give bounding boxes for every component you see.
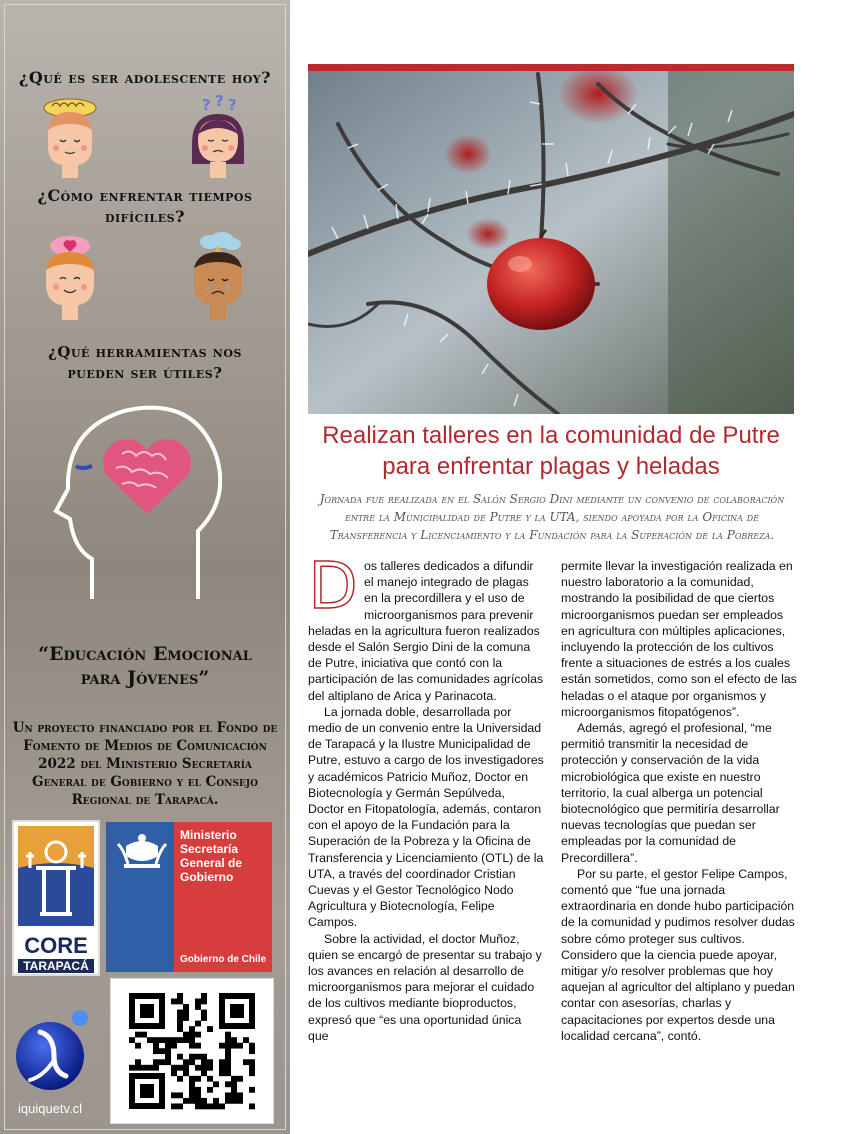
svg-text:?: ? (202, 96, 211, 114)
paragraph: os talleres dedicados a difundir el manejo integrado de plagas en la precordillera y el uso de microorganismos para prevenir heladas en la agricultura fueron realizados desde el Salón Sergio Dini de la comuna de Putre, iniciativa que contó con la participación de las comunidades agrícolas del altiplano de Arica y Parinacota. (308, 559, 544, 703)
qr-code-icon (111, 979, 273, 1123)
thinking-face-icon (38, 94, 102, 178)
question-adolescence: ¿Qué es ser adolescente hoy? (18, 68, 272, 87)
funding-statement: Un proyecto financiado por el Fondo de Fomento de Medios de Comunicación 2022 del Ministerio Secretaría General de Gobierno y el Consejo Regional de Tarapacá. (12, 720, 278, 808)
sidebar-ad (0, 0, 290, 1134)
campaign-title: “Educación Emocional para Jóvenes” (38, 643, 252, 689)
sad-storm-face-icon (186, 232, 250, 320)
question-hard-times: ¿Cómo enfrentar tiempos difíciles? (37, 186, 253, 226)
article-headline: Realizan talleres en la comunidad de Putre para enfrentar plagas y heladas (322, 422, 780, 480)
paragraph: permite llevar la investigación realizada en nuestro laboratorio a la comunidad, mostrando la posibilidad de que ciertos microorganismos puedan ser empleados en agricultura con múltiples aplicaciones, incluyendo la protección de los cultivos frente a situaciones de estrés a los cuales están sometidos, como son el efecto de las heladas o el ataque por organismos y microorganismos fitopatógenos”. (561, 559, 797, 719)
ministry-logo (106, 822, 272, 972)
article-column-2 (561, 558, 797, 1044)
heart-brain-head-icon (52, 394, 222, 604)
question-tools: ¿Qué herramientas nos pueden ser útiles? (48, 343, 242, 382)
drop-cap: D (308, 550, 358, 624)
love-face-icon (38, 232, 102, 320)
ministry-footer: Gobierno de Chile (180, 954, 267, 965)
site-url: iquiquetv.cl (18, 1101, 83, 1116)
paragraph: La jornada doble, desarrollada por medio de un convenio entre la Universidad de Tarapacá y la Ilustre Municipalidad de Putre, estuvo a cargo de los investigadores y académicos Patricio Muñoz, Doctor en Biotecnología y Germán Sepúlveda, Doctor en Fitopatología, además, contaron con el apoyo de la Fundación para la Superación de la Pobreza y la Oficina de Transferencia y Licenciamiento (OTL) de la UTA, a través del coordinador Cristian Cuevas y el Gestor Tecnológico Nodo Agricultura y Biotecnología, Felipe Campos. (308, 704, 544, 930)
svg-text:?: ? (215, 94, 224, 110)
article-column-1 (308, 550, 544, 1044)
paragraph: Además, agregó el profesional, “me permitió transmitir la necesidad de protección y conservación de la vida microbiológica que existe en nuestro territorio, la cual alberga un potencial biotecnológico que permitiría desarrollar nuevas tecnologías que puedan ser empleadas por la comunidad de Precordillera”. (561, 721, 780, 865)
iquiquetv-logo-icon (14, 1004, 94, 1098)
confused-face-icon (186, 94, 250, 178)
frozen-apple-image (308, 64, 794, 414)
article-subtitle: Jornada fue realizada en el Salón Sergio Dini mediante un convenio de colaboración entre la Municipalidad de Putre y la UTA, siendo apoyada por la Oficina de Transferencia y Licenciamiento y la Fundación para la Superación de la Pobreza. (319, 492, 785, 542)
core-tarapaca-logo (12, 820, 100, 976)
core-logo-line1: CORE (24, 933, 88, 958)
core-logo-line2: TARAPACÁ (18, 959, 94, 973)
svg-text:?: ? (228, 96, 237, 114)
qr-code (110, 978, 274, 1124)
core-emblem-icon (14, 822, 98, 930)
ministry-name: Ministerio Secretaría General de Gobierno (180, 828, 243, 884)
paragraph: Por su parte, el gestor Felipe Campos, comentó que “fue una jornada extraordinaria en donde hubo participación de la comunidad y pudimos resolver dudas sobre cómo proteger sus cultivos. Considero que la ciencia puede apoyar, mitigar y/o resolver problemas que hoy aquejan al agricultor del altiplano y puedan contar con asesorías, charlas y capacitaciones por expertos desde una localidad cercana”, contó. (561, 866, 795, 1043)
chile-coat-of-arms-icon (112, 826, 172, 872)
accent-bar (308, 64, 794, 71)
apple-frost-photo (308, 64, 794, 414)
paragraph: Sobre la actividad, el doctor Muñoz, quien se encargó de presentar su trabajo y los avances en relación al desarrollo de microorganismos para mejorar el cuidado de los cultivos mediante bioproductos, expresó que “es una oportunidad única que (308, 931, 542, 1043)
